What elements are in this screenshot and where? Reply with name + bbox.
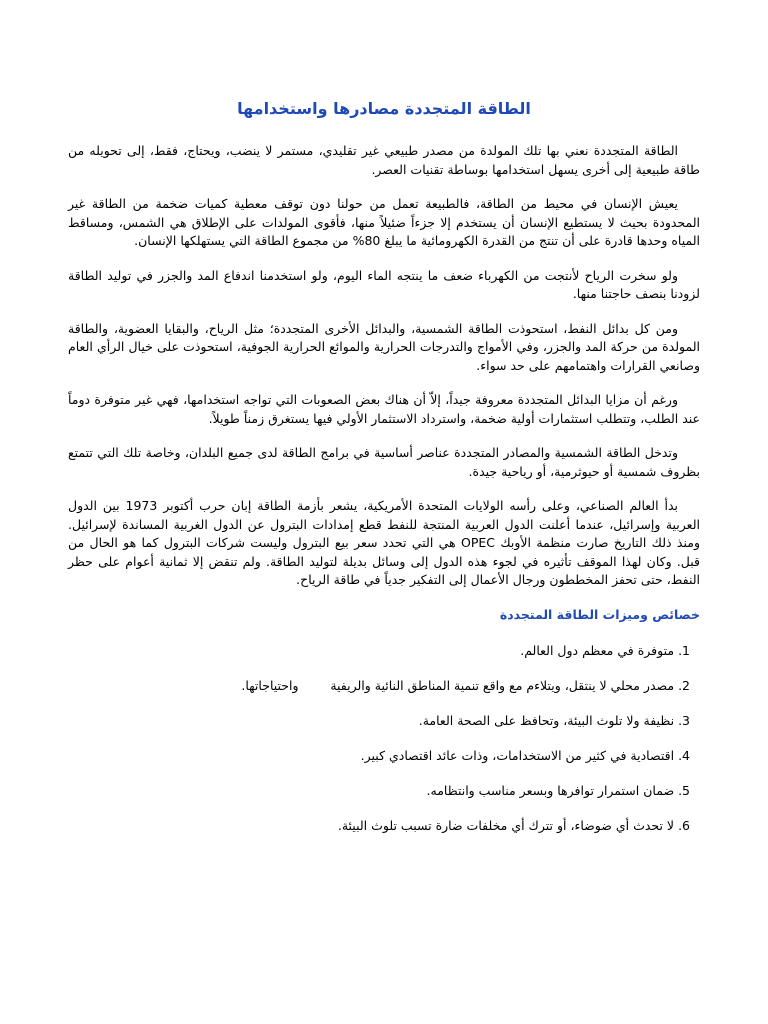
- paragraph-energy-programs: وتدخل الطاقة الشمسية والمصادر المتجددة عناصر أساسية في برامج الطاقة لدى جميع البلدان، وخاصة تلك التي تتمتع بظروف شمسية أو حيوثرمية، أو رياحية جيدة.: [68, 445, 700, 479]
- feature-text: لا تحدث أي ضوضاء، أو تترك أي مخلفات ضارة تسبب تلوث البيئة.: [337, 817, 675, 833]
- paragraph-difficulties: ورغم أن مزايا البدائل المتجددة معروفة جيداً، إلاّ أن هناك بعض الصعوبات التي تواجه استخدامها، فهي غير متوفرة دوماً عند الطلب، وتتطلب استثمارات أولية ضخمة، واسترداد الاستثمار الأولي فيها يستغرق زمناً طويلاً.: [68, 392, 700, 426]
- feature-text: نظيفة ولا تلوث البيئة، وتحافظ على الصحة العامة.: [418, 712, 675, 728]
- feature-number: 2.: [678, 677, 690, 693]
- feature-item: [68, 817, 690, 835]
- feature-text: ضمان استمرار توافرها وبسعر مناسب وانتظامه.: [426, 782, 675, 798]
- feature-text: اقتصادية في كثير من الاستخدامات، وذات عائد اقتصادي كبير.: [360, 747, 675, 763]
- feature-number: 4.: [678, 747, 690, 763]
- feature-item: [68, 642, 690, 660]
- feature-number: 3.: [678, 712, 690, 728]
- feature-text: مصدر محلي لا ينتقل، ويتلاءم مع واقع تنمية المناطق النائية والريفية واحتياجاتها.: [241, 677, 675, 693]
- feature-number: 5.: [678, 782, 690, 798]
- features-heading: خصائص وميزات الطاقة المتجددة: [499, 606, 700, 622]
- feature-item: [68, 747, 690, 765]
- feature-number: 1.: [678, 642, 690, 658]
- paragraph-energy-surroundings: يعيش الإنسان في محيط من الطاقة، فالطبيعة تعمل من حولنا دون توقف معطية كميات ضخمة من الطاقة غير المحدودة بحيث لا يستطيع الإنسان أن يستخدم إلا جزءاً ضئيلاً منها، فأقوى المولدات على الإطلاق هي الشمس، ومساقط المياه وحدها قادرة على أن تنتج من القدرة الكهرومائية ما يبلغ 80% من مجموع الطاقة التي يستهلكها الإنسان.: [68, 196, 700, 248]
- feature-item: [68, 712, 690, 730]
- feature-item: [68, 677, 690, 695]
- paragraph-wind-tides: ولو سخرت الرياح لأنتجت من الكهرباء ضعف ما ينتجه الماء اليوم، ولو استخدمنا اندفاع المد والجزر في توليد الطاقة لزودنا بنصف حاجتنا منها.: [68, 267, 700, 301]
- paragraph-alternatives: ومن كل بدائل النفط، استحوذت الطاقة الشمسية، والبدائل الأخرى المتجددة؛ مثل الرياح، والبقايا العضوية، والطاقة المولدة من حركة المد والجزر، وفي الأمواج والتدرجات الحرارية والموائع الحرارية الجوفية، استحوذت على خيال الرأي العام وصانعي القرارات واهتمامهم على حد سواء.: [68, 320, 700, 373]
- features-list: [68, 642, 700, 835]
- feature-number: 6.: [678, 817, 690, 833]
- feature-text: متوفرة في معظم دول العالم.: [520, 642, 675, 658]
- paragraph-definition: الطاقة المتجددة نعني بها تلك المولدة من مصدر طبيعي غير تقليدي، مستمر لا ينضب، ويحتاج، فقط، إلى تحويله من طاقة طبيعية إلى أخرى يسهل استخدامها بوساطة تقنيات العصر.: [68, 143, 700, 177]
- feature-item: [68, 782, 690, 800]
- document-title: الطاقة المتجددة مصادرها واستخدامها: [237, 99, 531, 118]
- paragraph-energy-crisis: بدأ العالم الصناعي، وعلى رأسه الولايات المتحدة الأمريكية، يشعر بأزمة الطاقة إبان حرب أكتوبر 1973 بين الدول العربية وإسرائيل، عندما أعلنت الدول العربية المنتجة للنفط قطع إمدادات البترول عن الدول الغربية المساندة لإسرائيل. ومنذ ذلك التاريخ صارت منظمة الأوبك OPEC هي التي تحدد سعر بيع البترول وليست شركات البترول كما هو الحال من قبل. وكان لهذا الموقف تأثيره في لجوء هذه الدول إلى وسائل بديلة لتوليد الطاقة. ولم تنقض إلا ثمانية أعوام على حظر النفط، حتى تحفز المخططون ورجال الأعمال إلى التفكير جدياً في طاقة الرياح.: [68, 498, 700, 587]
